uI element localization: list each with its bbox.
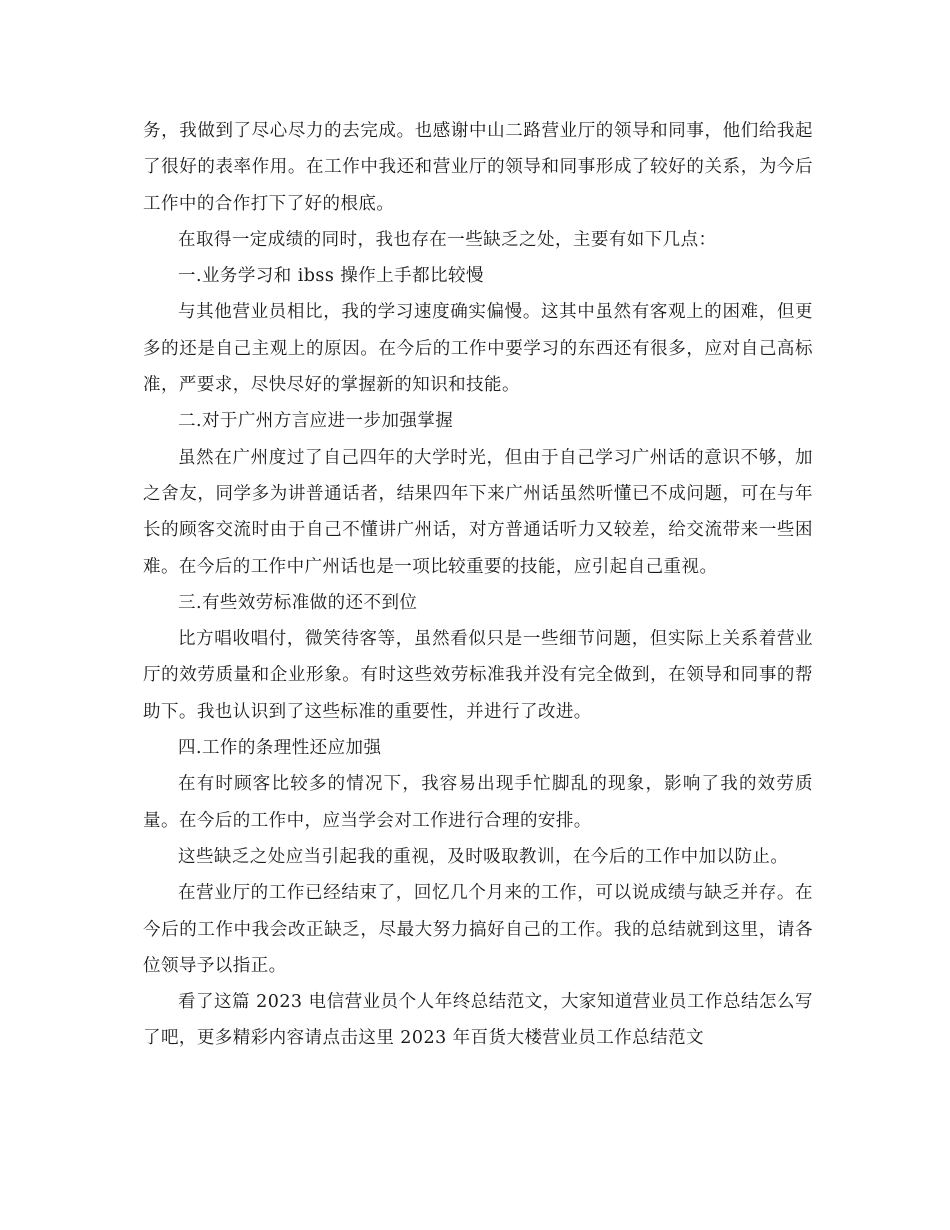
section-heading-3: 三.有些效劳标准做的还不到位 xyxy=(178,592,418,613)
paragraph-3: 与其他营业员相比，我的学习速度确实偏慢。这其中虽然有客观上的困难，但更多的还是自己主观上的原因。在今后的工作中要学习的东西还有很多，应对自己高标准，严要求，尽快尽好的掌握新的知识和技能。 xyxy=(143,302,813,396)
paragraph-5: 比方唱收唱付，微笑待客等，虽然看似只是一些细节问题，但实际上关系着营业厅的效劳质量和企业形象。有时这些效劳标准我并没有完全做到，在领导和同事的帮助下。我也认识到了这些标准的重要性，并进行了改进。 xyxy=(143,629,813,722)
paragraph-7: 这些缺乏之处应当引起我的重视，及时吸取教训，在今后的工作中加以防止。 xyxy=(178,846,789,867)
document-body xyxy=(143,113,813,1057)
paragraph-4: 虽然在广州度过了自己四年的大学时光，但由于自己学习广州话的意识不够，加之舍友，同学多为讲普通话者，结果四年下来广州话虽然听懂已不成问题，可在与年长的顾客交流时由于自己不懂讲广州话，对方普通话听力又较差，给交流带来一些困难。在今后的工作中广州话也是一项比较重要的技能，应引起自己重视。 xyxy=(143,447,813,577)
paragraph-2: 在取得一定成绩的同时，我也存在一些缺乏之处，主要有如下几点： xyxy=(178,229,717,250)
closing-paragraph: 看了这篇 2023 电信营业员个人年终总结范文，大家知道营业员工作总结怎么写了吧，更多精彩内容请点击这里 2023 年百货大楼营业员工作总结范文 xyxy=(143,992,813,1049)
section-heading-2: 二.对于广州方言应进一步加强掌握 xyxy=(178,411,454,432)
paragraph-1: 务，我做到了尽心尽力的去完成。也感谢中山二路营业厅的领导和同事，他们给我起了很好的表率作用。在工作中我还和营业厅的领导和同事形成了较好的关系，为今后工作中的合作打下了好的根底。 xyxy=(143,121,813,214)
section-heading-4: 四.工作的条理性还应加强 xyxy=(178,738,382,759)
paragraph-6: 在有时顾客比较多的情况下，我容易出现手忙脚乱的现象，影响了我的效劳质量。在今后的工作中，应当学会对工作进行合理的安排。 xyxy=(143,774,813,831)
section-heading-1: 一.业务学习和 ibss 操作上手都比较慢 xyxy=(178,266,484,287)
paragraph-8: 在营业厅的工作已经结束了，回忆几个月来的工作，可以说成绩与缺乏并存。在今后的工作中我会改正缺乏，尽最大努力搞好自己的工作。我的总结就到这里，请各位领导予以指正。 xyxy=(143,883,813,976)
